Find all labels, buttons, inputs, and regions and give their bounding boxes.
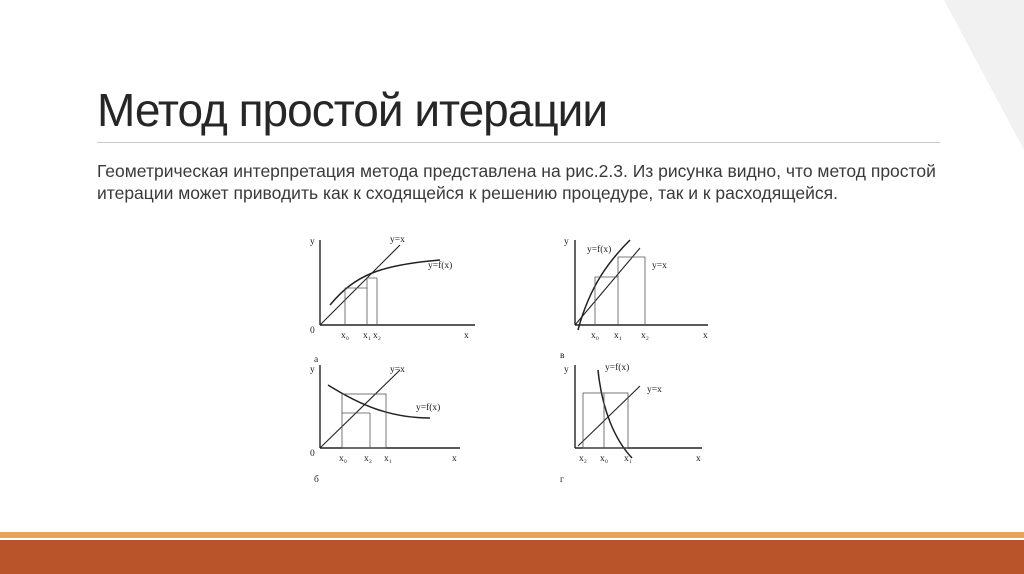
panel-g-curve: [598, 370, 632, 458]
panel-a-tag: а: [314, 355, 319, 365]
panel-g-line-label: y=x: [647, 385, 662, 395]
svg-text:2: 2: [369, 459, 372, 465]
panel-b-curve-label: y=f(x): [416, 403, 441, 413]
svg-text:x: x: [363, 331, 368, 341]
panel-v-line-label: y=x: [652, 261, 667, 271]
svg-text:1: 1: [629, 459, 632, 465]
panel-v-y-label: y: [564, 237, 569, 247]
title-divider: [97, 142, 940, 143]
panel-b-tag: б: [314, 475, 319, 485]
panel-v-diagonal: [575, 248, 640, 325]
panel-v-tag: в: [560, 351, 565, 361]
iteration-figure: [300, 230, 720, 490]
svg-text:1: 1: [368, 336, 371, 342]
svg-text:2: 2: [584, 459, 587, 465]
svg-text:x: x: [373, 331, 378, 341]
svg-text:x: x: [614, 331, 619, 341]
panel-a-y-label: y: [310, 237, 315, 247]
panel-a: [310, 235, 475, 365]
svg-text:0: 0: [344, 459, 347, 465]
panel-a-curve-label: y=f(x): [428, 261, 453, 271]
svg-text:x: x: [364, 454, 369, 464]
svg-text:x: x: [624, 454, 629, 464]
panel-g-staircase: [583, 393, 628, 448]
svg-text:x: x: [384, 454, 389, 464]
slide-body-text: Геометрическая интерпретация метода представлена на рис.2.3. Из рисунка видно, что метод простой итерации может приводить как к сходящейся к решению процедуре, так и к расходящейся.: [97, 161, 936, 203]
panel-g: [560, 362, 702, 485]
svg-text:0: 0: [346, 336, 349, 342]
panel-b-origin: 0: [310, 449, 315, 459]
svg-text:0: 0: [596, 336, 599, 342]
panel-a-origin: 0: [310, 326, 315, 336]
panel-b: [310, 365, 460, 485]
footer-accent-bar: [0, 540, 1024, 574]
panel-a-diagonal: [320, 245, 400, 325]
panel-b-x-label: x: [452, 454, 457, 464]
panel-v-curve-label: y=f(x): [587, 245, 612, 255]
panel-v-staircase: [595, 257, 645, 325]
svg-text:x: x: [641, 331, 646, 341]
panel-a-x-label: x: [464, 331, 469, 341]
panel-g-diagonal: [578, 386, 640, 446]
svg-text:x: x: [600, 454, 605, 464]
svg-text:x: x: [341, 331, 346, 341]
panel-g-tag: г: [560, 475, 564, 485]
svg-text:x: x: [339, 454, 344, 464]
footer-accent-stripe: [0, 532, 1024, 538]
panel-a-line-label: y=x: [390, 235, 405, 245]
svg-text:1: 1: [619, 336, 622, 342]
panel-g-y-label: y: [564, 365, 569, 375]
panel-g-x-label: x: [696, 454, 701, 464]
svg-text:2: 2: [646, 336, 649, 342]
panel-g-curve-label: y=f(x): [605, 363, 630, 373]
panel-v: [560, 237, 708, 361]
svg-text:x: x: [591, 331, 596, 341]
panel-b-y-label: y: [310, 365, 315, 375]
panel-v-x-label: x: [703, 331, 708, 341]
svg-text:x: x: [579, 454, 584, 464]
svg-text:1: 1: [389, 459, 392, 465]
panel-b-diagonal: [320, 370, 400, 448]
svg-text:0: 0: [605, 459, 608, 465]
slide-title: Метод простой итерации: [97, 84, 608, 136]
panel-b-line-label: y=x: [390, 365, 405, 375]
panel-b-staircase: [342, 394, 386, 448]
corner-decoration: [824, 0, 1024, 150]
svg-text:2: 2: [378, 336, 381, 342]
